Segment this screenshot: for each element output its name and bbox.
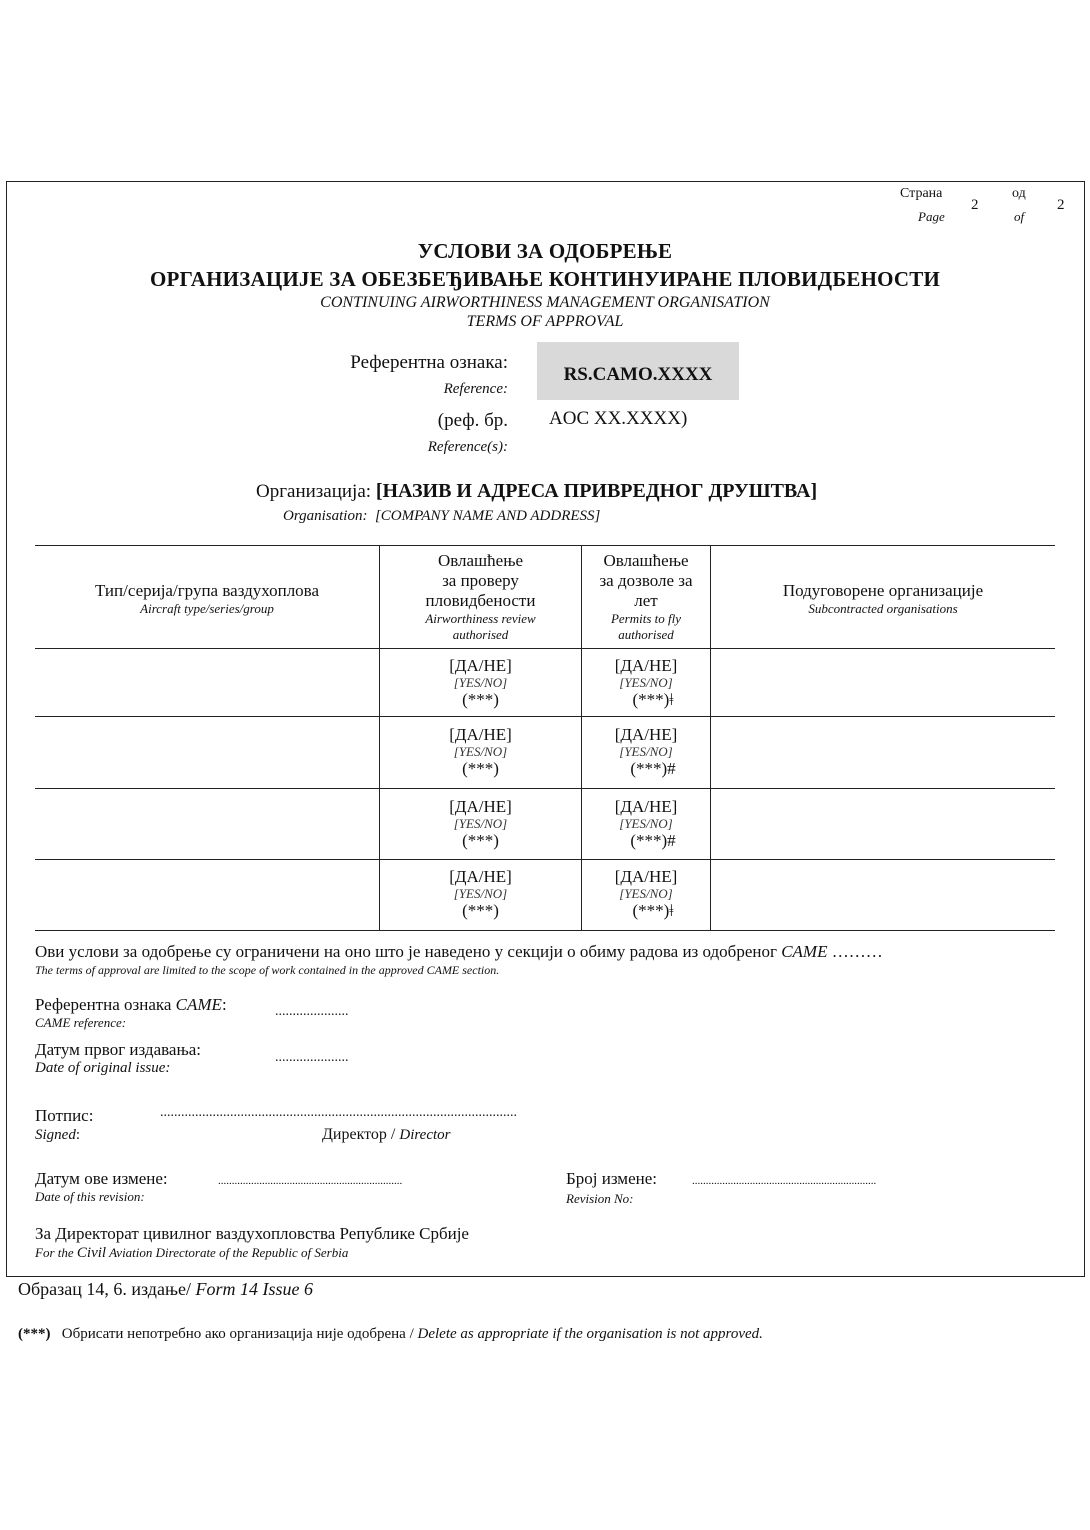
aircraft-cell[interactable] <box>36 718 378 786</box>
footnote-marker: (***) <box>18 1326 51 1342</box>
revision-number-label: Број измене: <box>566 1169 657 1188</box>
signature-role-en: Director <box>399 1127 451 1143</box>
organisation-value[interactable]: [НАЗИВ И АДРЕСА ПРИВРЕДНОГ ДРУШТВА] <box>375 480 818 502</box>
organisation-label-en: Organisation: <box>283 508 368 524</box>
review-cell[interactable] <box>380 867 581 920</box>
yes-no-text-en: [YES/NO] <box>619 744 673 759</box>
note-marker: (***)# <box>630 759 676 778</box>
signature-role-text: Директор / <box>322 1126 396 1143</box>
organisation-line-en <box>283 508 600 525</box>
refs-label: (реф. бр. <box>437 410 508 431</box>
organisation-label: Организација: <box>256 481 372 502</box>
title-en-line-1: CONTINUING AIRWORTHINESS MANAGEMENT ORGANISATION <box>320 294 770 311</box>
came-reference-label-text: Референтна ознака <box>35 995 172 1014</box>
signature-role <box>322 1126 450 1144</box>
table-row-divider <box>35 716 1055 717</box>
review-cell[interactable] <box>380 797 581 850</box>
reference-label: Референтна ознака: <box>350 352 508 373</box>
header-sub-text: Subcontracted organisations <box>808 601 958 616</box>
yes-no-text: [ДА/НЕ] <box>614 867 678 886</box>
aircraft-cell[interactable] <box>36 861 378 928</box>
revision-date-label-en: Date of this revision: <box>35 1189 145 1204</box>
permits-cell[interactable] <box>582 867 710 920</box>
header-main-text: Овлашћење <box>603 551 689 570</box>
note-marker: (***) <box>462 690 499 709</box>
header-sub-text: Aircraft type/series/group <box>140 601 274 616</box>
table-row-divider <box>35 788 1055 789</box>
permits-cell[interactable] <box>582 656 710 709</box>
table-bottom-border <box>35 930 1055 931</box>
yes-no-text: [ДА/НЕ] <box>449 797 512 816</box>
of-label: од <box>1012 186 1026 201</box>
header-sub-text: authorised <box>618 627 674 642</box>
note-marker: (***) <box>462 831 499 850</box>
original-issue-label: Датум првог издавања: <box>35 1040 202 1059</box>
subcontracted-cell[interactable] <box>712 718 1054 786</box>
directorate-en-post: Aviation Directorate of the Republic of Serbia <box>109 1245 349 1260</box>
scope-note-came: CAME <box>781 942 828 961</box>
scope-note-dots[interactable]: ……… <box>831 942 883 961</box>
came-reference-label-came: CAME <box>175 995 222 1014</box>
permits-cell[interactable] <box>582 797 710 850</box>
signature-label-en: Signed <box>35 1127 76 1143</box>
organisation-value-en: [COMPANY NAME AND ADDRESS] <box>374 508 601 524</box>
directorate-en-pre: For the <box>35 1245 74 1260</box>
came-reference-label-en: CAME reference: <box>35 1015 127 1030</box>
header-main-text: лет <box>634 591 658 610</box>
review-cell[interactable] <box>380 725 581 778</box>
table-top-border <box>35 545 1055 546</box>
header-main-text: Подуговорене организације <box>782 581 984 600</box>
yes-no-text: [ДА/НЕ] <box>449 656 512 675</box>
header-sub-text: authorised <box>452 627 509 642</box>
note-marker: (***)# <box>630 831 676 850</box>
of-label-en: of <box>1014 209 1025 224</box>
footnote <box>18 1326 763 1343</box>
column-header-subcontracted <box>711 581 1055 617</box>
title-en-line-2: TERMS OF APPROVAL <box>466 313 624 330</box>
page-number: 2 <box>971 197 979 213</box>
permits-cell[interactable] <box>582 725 710 778</box>
original-issue-label-en: Date of original issue: <box>35 1060 171 1076</box>
revision-date-label: Датум ове измене: <box>35 1169 168 1188</box>
signature-label: Потпис: <box>35 1106 94 1125</box>
table-row-divider <box>35 859 1055 860</box>
header-main-text: Овлашћење <box>437 551 524 570</box>
form-id-text: Образац 14, 6. издање/ <box>18 1279 191 1299</box>
directorate-text-en <box>35 1245 348 1262</box>
header-sub-text: Airworthiness review <box>425 611 536 626</box>
column-header-review <box>380 551 581 643</box>
header-main-text: за дозволе за <box>599 571 693 590</box>
aircraft-cell[interactable] <box>36 650 378 714</box>
organisation-line <box>256 480 817 503</box>
note-marker: (***) <box>462 759 499 778</box>
table-header-border <box>35 648 1055 649</box>
footnote-text-en: Delete as appropriate if the organisation is not approved. <box>417 1326 763 1342</box>
reference-label-en: Reference: <box>443 381 508 397</box>
note-marker: (***)ǂ <box>632 901 674 920</box>
note-marker: (***) <box>462 901 499 920</box>
refs-value[interactable]: AOC XX.XXXX) <box>549 408 688 429</box>
directorate-text: За Директорат цивилног ваздухопловства Републике Србије <box>35 1224 469 1243</box>
yes-no-text: [ДА/НЕ] <box>449 867 512 886</box>
yes-no-text-en: [YES/NO] <box>619 886 673 901</box>
signature-label-en-colon: : <box>75 1127 80 1143</box>
footnote-text: Обрисати непотребно ако организација није одобрена / <box>61 1326 414 1342</box>
header-main-text: Тип/серија/група ваздухоплова <box>94 581 320 600</box>
came-reference-label-colon: : <box>221 995 227 1014</box>
note-marker: (***)ǂ <box>632 690 674 709</box>
directorate-en-civil: Civil <box>76 1245 107 1261</box>
form-id-en: Form 14 Issue 6 <box>195 1279 313 1299</box>
yes-no-text: [ДА/НЕ] <box>614 656 678 675</box>
yes-no-text-en: [YES/NO] <box>619 675 673 690</box>
yes-no-text: [ДА/НЕ] <box>614 797 678 816</box>
scope-note-text: Ови услови за одобрење су ограничени на оно што је наведено у секцији о обиму радова из одобреног <box>35 942 777 961</box>
yes-no-text: [ДА/НЕ] <box>449 725 512 744</box>
scope-note-en: The terms of approval are limited to the scope of work contained in the approved CAME section. <box>35 963 500 977</box>
page-label-en: Page <box>918 209 945 224</box>
yes-no-text-en: [YES/NO] <box>619 816 673 831</box>
yes-no-text-en: [YES/NO] <box>453 816 508 831</box>
subcontracted-cell[interactable] <box>712 650 1054 714</box>
signature-label-en-wrap <box>35 1127 80 1144</box>
form-id <box>18 1279 313 1300</box>
scope-note <box>35 942 883 962</box>
aircraft-cell[interactable] <box>36 790 378 857</box>
review-cell[interactable] <box>380 656 581 709</box>
header-main-text: пловидбености <box>425 591 536 610</box>
subcontracted-cell[interactable] <box>712 790 1054 857</box>
revision-number-field[interactable]: ................................................................... <box>692 1175 877 1187</box>
column-header-permits <box>582 551 710 643</box>
total-pages: 2 <box>1057 197 1065 213</box>
column-header-aircraft <box>35 581 379 617</box>
page-label: Страна <box>900 186 943 201</box>
reference-value[interactable]: RS.CAMO.XXXX <box>563 364 713 385</box>
came-reference-label <box>35 995 227 1015</box>
original-issue-field[interactable]: ..................... <box>275 1050 349 1065</box>
yes-no-text-en: [YES/NO] <box>453 744 508 759</box>
revision-date-field[interactable]: ................................................................... <box>218 1175 403 1187</box>
title-line-1: УСЛОВИ ЗА ОДОБРЕЊЕ <box>417 239 673 263</box>
revision-number-label-en: Revision No: <box>566 1191 634 1206</box>
yes-no-text-en: [YES/NO] <box>453 675 508 690</box>
header-sub-text: Permits to fly <box>610 611 682 626</box>
yes-no-text-en: [YES/NO] <box>453 886 508 901</box>
header-main-text: за проверу <box>442 571 519 590</box>
refs-label-en: Reference(s): <box>427 439 508 455</box>
came-reference-field[interactable]: ..................... <box>275 1004 349 1019</box>
signature-field[interactable]: ...................................................................................................... <box>160 1105 517 1120</box>
subcontracted-cell[interactable] <box>712 861 1054 928</box>
title-line-2: ОРГАНИЗАЦИЈЕ ЗА ОБЕЗБЕЂИВАЊЕ КОНТИНУИРАНЕ ПЛОВИДБЕНОСТИ <box>149 267 941 291</box>
yes-no-text: [ДА/НЕ] <box>614 725 678 744</box>
